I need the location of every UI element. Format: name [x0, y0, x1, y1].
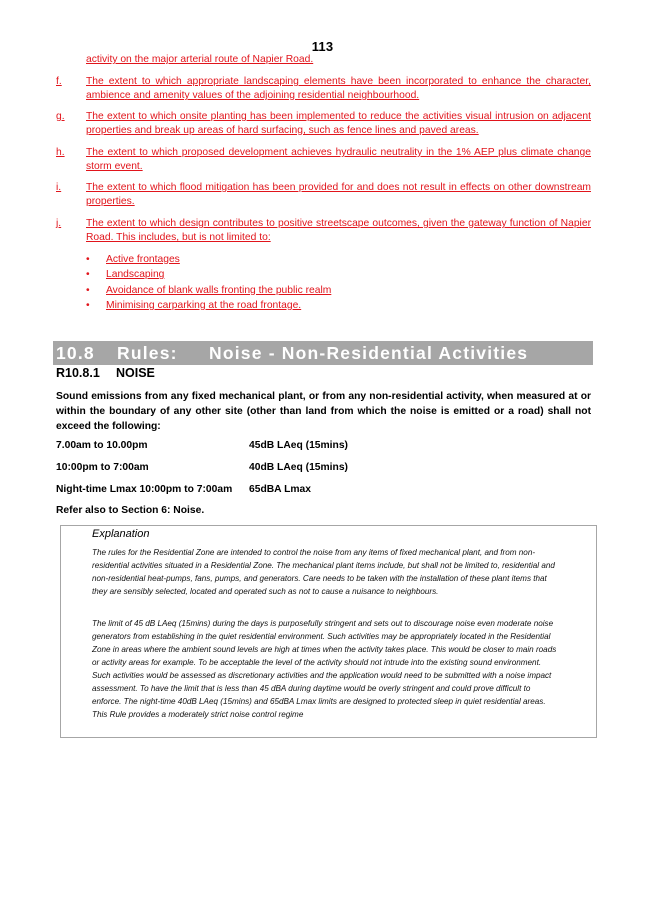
criterion-letter: j.	[56, 218, 62, 229]
criterion-g	[56, 110, 591, 138]
noise-limit: 40dB LAeq (15mins)	[249, 462, 348, 473]
bullet-text: Landscaping	[106, 269, 165, 281]
noise-limit: 45dB LAeq (15mins)	[249, 440, 348, 451]
noise-limit: 65dBA Lmax	[249, 484, 311, 495]
criterion-i	[56, 181, 591, 209]
page-number: 113	[311, 39, 334, 54]
rule-title: NOISE	[116, 366, 155, 380]
criterion-letter: f.	[56, 76, 62, 87]
bullet-text: Active frontages	[106, 254, 180, 265]
list-item	[86, 298, 331, 313]
criterion-letter: i.	[56, 182, 62, 193]
bullet-icon: •	[86, 269, 90, 281]
criterion-text: The extent to which appropriate landscaping elements have been incorporated to enhance the character, ambience and amenity values of the adjoining residential neighbourhood.	[86, 76, 591, 101]
criterion-letter: g.	[56, 111, 65, 122]
criterion-text: The extent to which flood mitigation has been provided for and does not result in effects on other downstream properties.	[86, 182, 591, 207]
explanation-paragraph: The rules for the Residential Zone are intended to control the noise from any items of fixed mechanical plant, and from non-residential activities situated in a Residential Zone. The mechanical plant items include, but shall not be limited to, residential and non-residential heat-pumps, fans, pumps, and generators. Care needs to be taken with the installation of these plant items that they are sensibly selected, located and operated such as not to cause a nuisance to neighbours.	[92, 548, 555, 596]
criterion-j	[56, 217, 591, 245]
criterion-h	[56, 146, 591, 174]
rule-body: Sound emissions from any fixed mechanical plant, or from any non-residential activity, when measured at or within the boundary of any other site (other than land from which the noise is emitted or a road) shall not exceed the following:	[56, 391, 591, 432]
bullet-text: Minimising carparking at the road frontage.	[106, 299, 302, 311]
list-item	[86, 252, 331, 267]
section-label: Rules:	[117, 343, 178, 363]
cross-reference: Refer also to Section 6: Noise.	[56, 505, 205, 516]
time-period: 10:00pm to 7:00am	[56, 462, 149, 473]
time-period: Night-time Lmax 10:00pm to 7:00am	[56, 484, 233, 495]
list-item	[86, 267, 331, 282]
bullet-icon: •	[86, 284, 90, 296]
section-title: Noise - Non-Residential Activities	[209, 343, 529, 363]
section-heading	[53, 341, 593, 365]
rule-number: R10.8.1	[56, 366, 100, 380]
criterion-letter: h.	[56, 147, 65, 158]
criterion-text: The extent to which onsite planting has been implemented to reduce the activities visual intrusion on adjacent properties and break up areas of hard surfacing, such as fence lines and paved areas.	[86, 111, 591, 136]
criterion-text: The extent to which proposed development achieves hydraulic neutrality in the 1% AEP plus climate change storm event.	[86, 147, 591, 172]
explanation-title: Explanation	[92, 528, 150, 540]
time-period: 7.00am to 10.00pm	[56, 440, 148, 451]
bullet-text: Avoidance of blank walls fronting the public realm	[106, 284, 332, 296]
criterion-f	[56, 75, 591, 103]
criterion-text: The extent to which design contributes to positive streetscape outcomes, given the gateway function of Napier Road. This includes, but is not limited to:	[86, 218, 591, 243]
bullet-icon: •	[86, 299, 90, 311]
streetscape-bullet-list	[86, 252, 331, 313]
explanation-paragraph: The limit of 45 dB LAeq (15mins) during the days is purposefully stringent and sets out to discourage noise even moderate noise generators from establishing in the quiet residential environment. Such activities may be appropriately located in the Residential Zone in areas where the ambient sound levels are high at times when the activity takes place. This would be closer to main roads or activity areas for example. To be acceptable the level of the activity should not intrude into the existing sound environment. Such activities would be assessed as discretionary activities and the application would need to be submitted with a noise impact assessment. To have the limit that is less than 45 dBA during daytime would be overly stringent and could prove difficult to enforce. The night-time 40dB LAeq (15mins) and 65dBA Lmax limits are designed to protected sleep in quiet residential areas. This Rule provides a moderately strict noise control regime	[92, 619, 557, 719]
list-item	[86, 283, 331, 298]
section-number: 10.8	[56, 343, 95, 363]
bullet-icon: •	[86, 254, 90, 265]
continued-criterion-line: activity on the major arterial route of Napier Road.	[86, 54, 314, 65]
